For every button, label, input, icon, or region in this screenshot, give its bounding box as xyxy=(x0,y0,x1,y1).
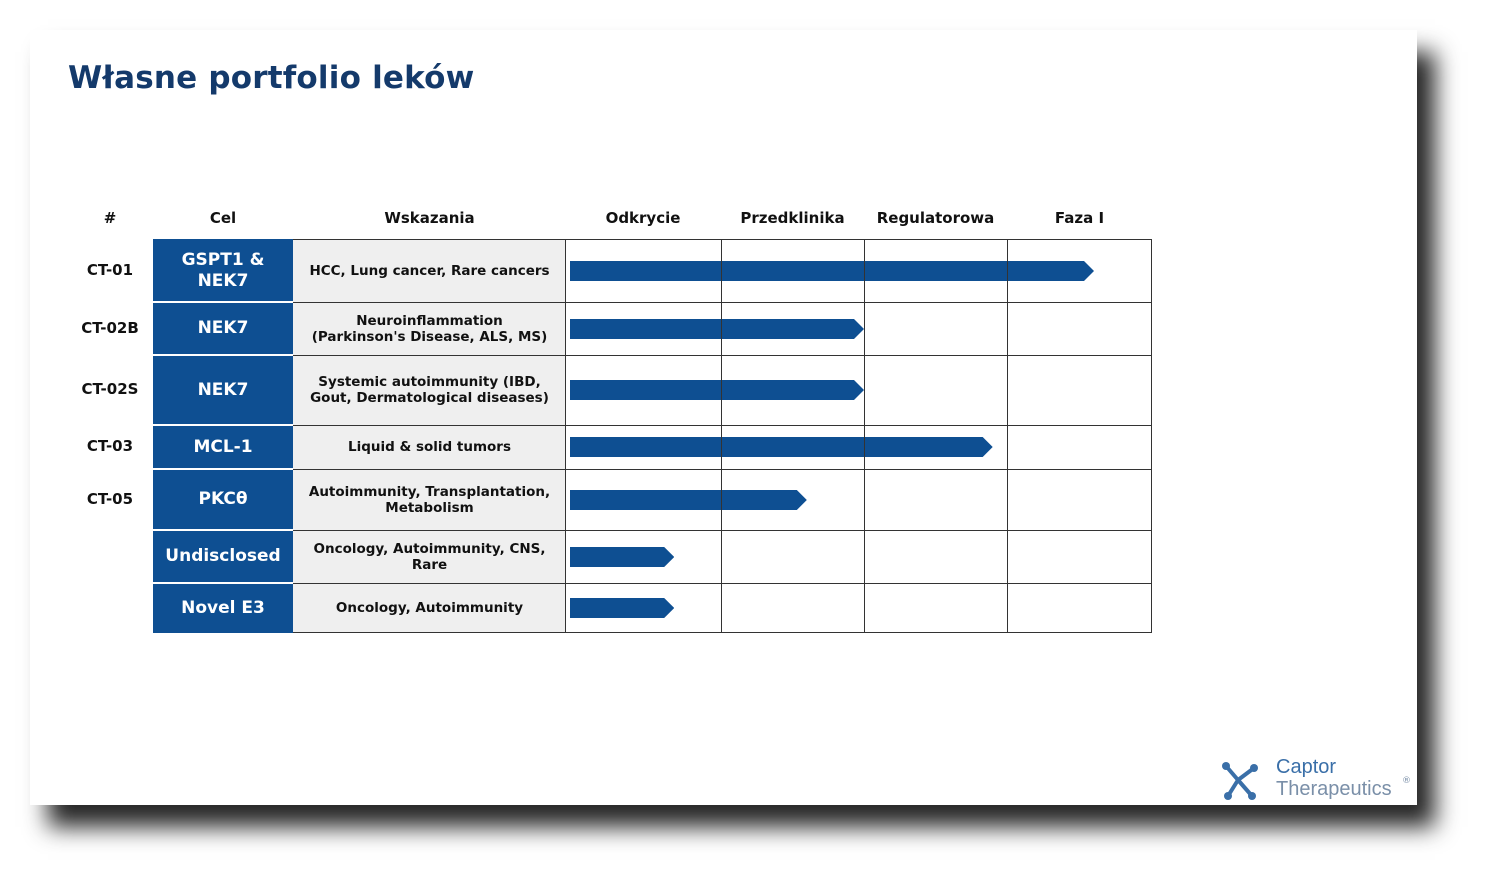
phase-divider xyxy=(293,239,294,633)
logo-text-captor: Captor xyxy=(1276,756,1337,778)
table-top-border xyxy=(293,239,1152,240)
phase-grid xyxy=(565,239,1152,633)
table-bottom-border xyxy=(293,632,1152,633)
row-id: CT-01 xyxy=(86,260,134,279)
header-phase-przedklinika: Przedklinika xyxy=(740,209,845,227)
logo-text-therapeutics: Therapeutics xyxy=(1276,778,1392,800)
target-cell: PKCθ xyxy=(153,469,293,530)
row-separator xyxy=(153,582,293,584)
indication-cell: Oncology, Autoimmunity xyxy=(293,583,566,633)
company-logo xyxy=(1218,754,1418,804)
captor-logo-icon xyxy=(1218,758,1266,804)
row-id: CT-02B xyxy=(81,318,139,337)
target-cell: NEK7 xyxy=(153,355,293,425)
header-cel: Cel xyxy=(209,209,237,227)
header-wskazania: Wskazania xyxy=(384,209,475,227)
row-separator xyxy=(153,468,293,470)
page-title: Własne portfolio leków xyxy=(68,60,475,96)
row-separator xyxy=(153,529,293,531)
row-id: CT-03 xyxy=(86,437,134,455)
row-separator xyxy=(153,301,293,303)
row-id: CT-02S xyxy=(81,380,139,398)
indication-cell: Autoimmunity, Transplantation, Metabolism xyxy=(293,469,566,530)
header-num: # xyxy=(103,209,117,227)
target-cell: MCL-1 xyxy=(153,425,293,469)
target-cell: GSPT1 & NEK7 xyxy=(153,239,293,302)
row-id: CT-05 xyxy=(86,489,134,508)
indication-cell: Neuroinflammation (Parkinson's Disease, ALS, MS) xyxy=(293,302,566,355)
indication-cell: HCC, Lung cancer, Rare cancers xyxy=(293,239,566,302)
target-cell: Novel E3 xyxy=(153,583,293,633)
target-cell: NEK7 xyxy=(153,302,293,355)
indication-cell: Systemic autoimmunity (IBD, Gout, Dermatological diseases) xyxy=(293,355,566,425)
header-phase-regulatorowa: Regulatorowa xyxy=(876,209,995,227)
header-phase-odkrycie: Odkrycie xyxy=(605,209,681,227)
phase-divider xyxy=(1007,239,1008,633)
registered-mark: ® xyxy=(1402,776,1411,786)
indication-cell: Liquid & solid tumors xyxy=(293,425,566,469)
phase-divider xyxy=(721,239,722,633)
row-separator xyxy=(153,424,293,426)
header-phase-faza-1: Faza I xyxy=(1054,209,1105,227)
slide xyxy=(30,30,1417,805)
target-cell: Undisclosed xyxy=(153,530,293,583)
phase-divider xyxy=(864,239,865,633)
row-separator xyxy=(153,354,293,356)
indication-cell: Oncology, Autoimmunity, CNS, Rare xyxy=(293,530,566,583)
